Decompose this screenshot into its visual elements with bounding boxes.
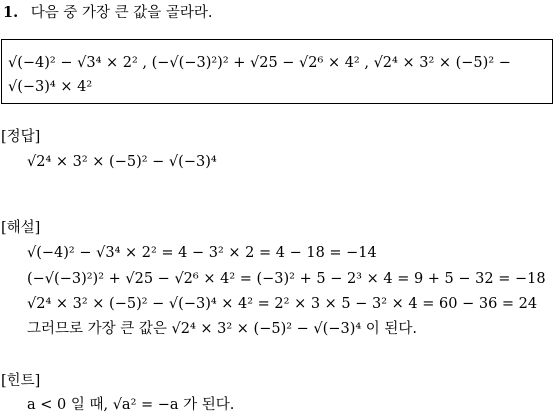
problem-statement bbox=[3, 6, 212, 21]
answer-heading: [정답] bbox=[1, 129, 41, 145]
solution-line-3: √2⁴ × 3² × (−5)² − √(−3)⁴ × 4² = 2² × 3 × 5 − 3² × 4 = 60 − 36 = 24 bbox=[27, 296, 538, 312]
answer-text: √2⁴ × 3² × (−5)² − √(−3)⁴ bbox=[27, 154, 217, 170]
solution-line-2: (−√(−3)²)² + √25 − √2⁶ × 4² = (−3)² + 5 − 2³ × 4 = 9 + 5 − 32 = −18 bbox=[27, 271, 546, 287]
hint-text: a < 0 일 때, √a² = −a 가 된다. bbox=[27, 397, 235, 413]
solution-line-1: √(−4)² − √3⁴ × 2² = 4 − 3² × 2 = 4 − 18 = −14 bbox=[27, 245, 377, 261]
problem-number: 1. bbox=[3, 4, 19, 21]
solution-heading: [해설] bbox=[1, 220, 41, 236]
choices-line-2: √(−3)⁴ × 4² bbox=[8, 79, 93, 95]
choices-line-1: √(−4)² − √3⁴ × 2² , (−√(−3)²)² + √25 − √2⁶ × 4² , √2⁴ × 3² × (−5)² − bbox=[8, 55, 511, 71]
problem-prompt: 다음 중 가장 큰 값을 골라라. bbox=[30, 5, 213, 21]
hint-heading: [힌트] bbox=[1, 373, 41, 389]
solution-line-4: 그러므로 가장 큰 값은 √2⁴ × 3² × (−5)² − √(−3)⁴ 이 된다. bbox=[27, 321, 418, 337]
